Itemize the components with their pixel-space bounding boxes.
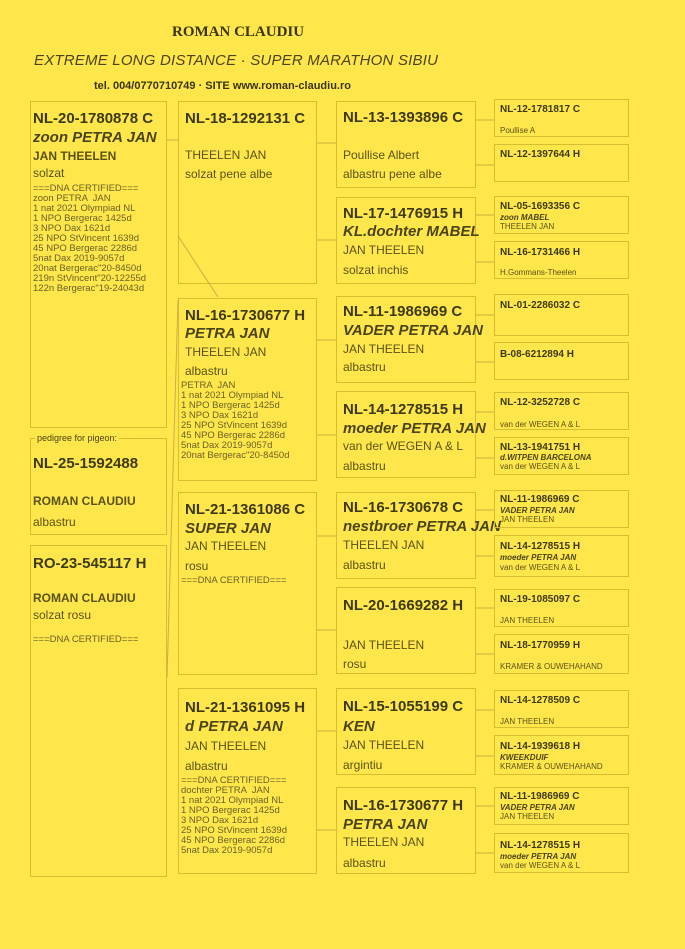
gen1-ring: NL-21-1361086 C bbox=[185, 501, 306, 518]
gen3-name: zoon MABEL bbox=[500, 213, 550, 222]
gen2-color: albastru bbox=[343, 856, 386, 870]
gen2-owner: JAN THEELEN bbox=[343, 738, 425, 752]
pedigree-for-owner: ROMAN CLAUDIU bbox=[33, 494, 136, 508]
gen1-ring: NL-21-1361095 H bbox=[185, 699, 306, 716]
breeder-contact: tel. 004/0770710749 · SITE www.roman-claudiu.ro bbox=[94, 80, 351, 92]
gen2-owner: THEELEN JAN bbox=[343, 538, 425, 552]
gen1-owner: THEELEN JAN bbox=[185, 345, 267, 359]
connector-line bbox=[178, 236, 218, 297]
gen2-name: moeder PETRA JAN bbox=[343, 420, 486, 437]
gen2-ring: NL-15-1055199 C bbox=[343, 698, 464, 715]
gen3-ring: NL-11-1986969 C bbox=[500, 494, 580, 505]
gen3-owner: van der WEGEN A & L bbox=[500, 563, 581, 572]
gen3-ring: NL-14-1278515 H bbox=[500, 840, 581, 851]
subject-ring: NL-20-1780878 C bbox=[33, 110, 154, 127]
gen2-name: KEN bbox=[343, 718, 375, 735]
gen3-ring: NL-05-1693356 C bbox=[500, 201, 581, 212]
gen3-owner: van der WEGEN A & L bbox=[500, 861, 581, 870]
connector-line bbox=[167, 300, 178, 678]
dam-main-owner: ROMAN CLAUDIU bbox=[33, 591, 136, 605]
gen2-name: VADER PETRA JAN bbox=[343, 322, 484, 339]
gen3-ring: NL-13-1941751 H bbox=[500, 442, 581, 453]
gen2-ring: NL-11-1986969 C bbox=[343, 303, 463, 320]
gen3-ring: NL-12-1397644 H bbox=[500, 149, 581, 160]
gen1-notes: ===DNA CERTIFIED=== dochter PETRA JAN 1 nat 2021 Olympiad NL 1 NPO Bergerac 1425d 3 NPO Dax 1621d 25 NPO StVincent 1639d 45 NPO Bergerac 2286d 5nat Dax 2019-9057d bbox=[181, 775, 287, 856]
gen3-ring: NL-14-1278515 H bbox=[500, 541, 581, 552]
gen1-color: albastru bbox=[185, 364, 228, 378]
gen2-color: argintiu bbox=[343, 758, 383, 772]
gen3-owner: Poullise A bbox=[500, 126, 536, 135]
gen2-owner: Poullise Albert bbox=[343, 148, 420, 162]
gen3-owner: van der WEGEN A & L bbox=[500, 462, 581, 471]
gen2-owner: JAN THEELEN bbox=[343, 243, 425, 257]
gen3-ring: NL-14-1278509 C bbox=[500, 695, 581, 706]
gen1-name: d PETRA JAN bbox=[185, 718, 283, 735]
gen2-color: albastru bbox=[343, 558, 386, 572]
gen2-owner: JAN THEELEN bbox=[343, 342, 425, 356]
gen1-color: albastru bbox=[185, 759, 228, 773]
gen1-color: solzat pene albe bbox=[185, 167, 273, 181]
gen2-owner: JAN THEELEN bbox=[343, 638, 425, 652]
gen2-color: rosu bbox=[343, 657, 367, 671]
gen1-owner: JAN THEELEN bbox=[185, 539, 267, 553]
gen1-ring: NL-16-1730677 H bbox=[185, 307, 306, 324]
gen3-name: moeder PETRA JAN bbox=[500, 852, 577, 861]
gen3-ring: NL-01-2286032 C bbox=[500, 300, 581, 311]
gen2-name: PETRA JAN bbox=[343, 816, 428, 833]
gen2-color: albastru bbox=[343, 459, 386, 473]
gen3-owner: JAN THEELEN bbox=[500, 812, 555, 821]
gen3-ring: NL-18-1770959 H bbox=[500, 640, 581, 651]
gen2-name: KL.dochter MABEL bbox=[343, 223, 480, 240]
gen3-name: VADER PETRA JAN bbox=[500, 803, 575, 812]
pedigree-for-color: albastru bbox=[33, 515, 76, 529]
gen2-ring: NL-13-1393896 C bbox=[343, 109, 464, 126]
gen1-notes: ===DNA CERTIFIED=== bbox=[181, 575, 287, 586]
gen3-name: moeder PETRA JAN bbox=[500, 553, 577, 562]
breeder-subtitle: EXTREME LONG DISTANCE · SUPER MARATHON SIBIU bbox=[34, 52, 439, 69]
gen3-owner: THEELEN JAN bbox=[500, 222, 555, 231]
gen3-owner: H.Gommans-Theelen bbox=[500, 268, 577, 277]
subject-owner: JAN THEELEN bbox=[33, 149, 117, 163]
gen1-owner: THEELEN JAN bbox=[185, 148, 267, 162]
gen2-color: albastru bbox=[343, 360, 386, 374]
gen1-name: SUPER JAN bbox=[185, 520, 271, 537]
gen3-owner: KRAMER & OUWEHAHAND bbox=[500, 762, 603, 771]
gen3-ring: NL-16-1731466 H bbox=[500, 247, 581, 258]
gen3-ring: NL-14-1939618 H bbox=[500, 741, 581, 752]
gen3-ring: NL-19-1085097 C bbox=[500, 594, 581, 605]
gen2-ring: NL-14-1278515 H bbox=[343, 401, 464, 418]
gen2-ring: NL-16-1730677 H bbox=[343, 797, 464, 814]
gen3-owner: JAN THEELEN bbox=[500, 616, 555, 625]
gen3-ring: NL-12-3252728 C bbox=[500, 397, 581, 408]
gen2-color: solzat inchis bbox=[343, 263, 409, 277]
gen3-ring: NL-12-1781817 C bbox=[500, 104, 581, 115]
pedigree-for-label: pedigree for pigeon: bbox=[37, 433, 118, 443]
pedigree-for-ring: NL-25-1592488 bbox=[33, 455, 139, 472]
dam-main-ring: RO-23-545117 H bbox=[33, 555, 147, 572]
gen2-color: albastru pene albe bbox=[343, 167, 442, 181]
gen3-name: d.WITPEN BARCELONA bbox=[500, 453, 592, 462]
gen3-owner: JAN THEELEN bbox=[500, 515, 555, 524]
gen3-name: VADER PETRA JAN bbox=[500, 506, 575, 515]
gen3-ring: NL-11-1986969 C bbox=[500, 791, 580, 802]
dam-main-color: solzat rosu bbox=[33, 608, 92, 622]
gen3-owner: van der WEGEN A & L bbox=[500, 420, 581, 429]
subject-name: zoon PETRA JAN bbox=[33, 129, 157, 146]
gen3-ring: B-08-6212894 H bbox=[500, 349, 574, 360]
gen2-owner: van der WEGEN A & L bbox=[343, 439, 464, 453]
gen3-owner: KRAMER & OUWEHAHAND bbox=[500, 662, 603, 671]
gen2-ring: NL-20-1669282 H bbox=[343, 597, 464, 614]
gen2-ring: NL-16-1730678 C bbox=[343, 499, 464, 516]
gen1-color: rosu bbox=[185, 559, 209, 573]
dam-main-notes: ===DNA CERTIFIED=== bbox=[33, 634, 139, 645]
gen3-owner: JAN THEELEN bbox=[500, 717, 555, 726]
gen1-notes: PETRA JAN 1 nat 2021 Olympiad NL 1 NPO Bergerac 1425d 3 NPO Dax 1621d 25 NPO StVincent 1639d 45 NPO Bergerac 2286d 5nat Dax 2019-9057d 20nat Bergerac"20-8450d bbox=[181, 380, 290, 461]
gen1-ring: NL-18-1292131 C bbox=[185, 110, 306, 127]
breeder-name: ROMAN CLAUDIU bbox=[172, 24, 305, 40]
gen2-name: nestbroer PETRA JAN bbox=[343, 518, 501, 535]
gen3-name: KWEEKDUIF bbox=[500, 753, 549, 762]
gen2-ring: NL-17-1476915 H bbox=[343, 205, 464, 222]
subject-notes: ===DNA CERTIFIED=== zoon PETRA JAN 1 nat 2021 Olympiad NL 1 NPO Bergerac 1425d 3 NPO Dax 1621d 25 NPO StVincent 1639d 45 NPO Bergerac 2286d 5nat Dax 2019-9057d 20nat Bergerac"20-8450d 219n StVincent"20-12255d 122n Bergerac"19-24043d bbox=[33, 183, 147, 294]
subject-color: solzat bbox=[33, 166, 65, 180]
gen1-owner: JAN THEELEN bbox=[185, 739, 267, 753]
gen2-owner: THEELEN JAN bbox=[343, 835, 425, 849]
gen1-name: PETRA JAN bbox=[185, 325, 270, 342]
